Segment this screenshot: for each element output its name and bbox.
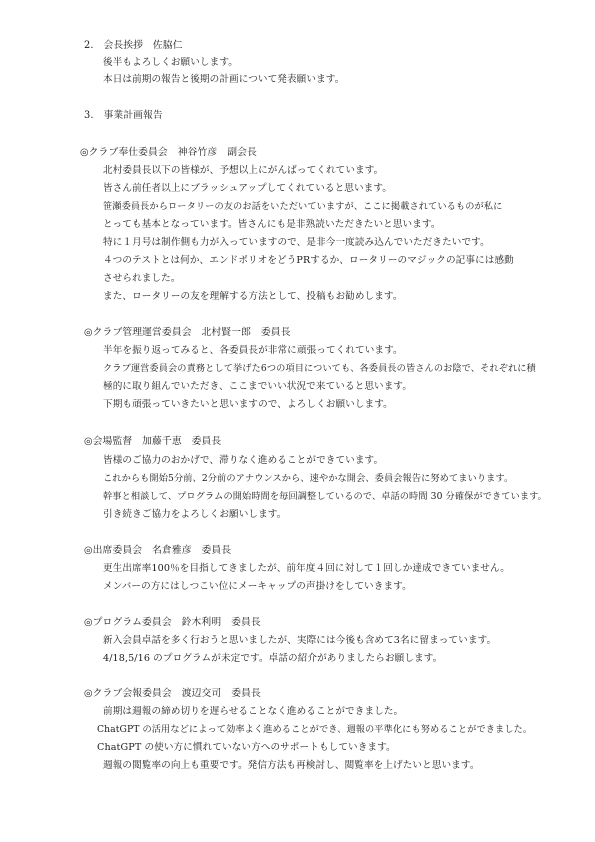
program-heading: ◎プログラム委員会 鈴木利明 委員長 (84, 617, 261, 628)
text-line: 後半もよろしくお願いします。 (103, 57, 238, 68)
text-line: 更生出席率100％を目指してきましたが、前年度４回に対して１回しか達成できていません。 (103, 563, 510, 574)
text-line: ChatGPT の活用などによって効率よく進めることができ、週報の平準化にも努めることができました。 (97, 724, 533, 735)
text-line: 前期は週報の締め切りを遅らせることなく進めることができました。 (103, 706, 404, 717)
text-line: 極的に取り組んでいただき、ここまでいい状況で来ていると思います。 (103, 381, 413, 392)
text-line: 下期も頑張っていきたいと思いますので、よろしくお願いします。 (103, 399, 393, 410)
text-line: 幹事と相談して、プログラムの開始時間を毎回調整しているので、卓話の時間 30 分確保ができています。 (103, 491, 547, 502)
text-line: 笹瀬委員長からロータリーの友のお話をいただいていますが、ここに掲載されているものが私に (103, 201, 503, 212)
club-service-heading: ◎クラブ奉仕委員会 神谷竹彦 副会長 (80, 147, 257, 158)
attendance-heading: ◎出席委員会 名倉雅彦 委員長 (84, 545, 232, 556)
text-line: ４つのテストとは何か、エンドポリオをどうPRするか、ロータリーのマジックの記事には感動 (103, 255, 514, 266)
text-line: とっても基本となっています。皆さんにも是非熟読いただきたいと思います。 (103, 219, 441, 230)
text-line: クラブ運営委員会の責務として挙げた6つの項目についても、各委員長の皆さんのお陰で、それぞれに積 (103, 363, 536, 374)
text-line: 北村委員長以下の皆様が、予想以上にがんばってくれています。 (103, 165, 384, 176)
text-line: 半年を振り返ってみると、各委員長が非常に頑張ってくれています。 (103, 345, 403, 356)
section-2-heading: 2. 会長挨拶 佐脇仁 (84, 40, 183, 51)
text-line: これからも開始5分前、2分前のアナウンスから、速やかな開会、委員会報告に努めてまいります。 (103, 473, 514, 484)
text-line: また、ロータリーの友を理解する方法として、投稿もお勧めします。 (103, 291, 403, 302)
text-line: メンバーの方にはしつこい位にメーキャップの声掛けをしていきます。 (103, 581, 412, 592)
text-line: 引き続きご協力をよろしくお願いします。 (103, 509, 287, 520)
text-line: ChatGPT の使い方に慣れていない方へのサポートもしていきます。 (97, 742, 396, 753)
text-line: 特に１月号は制作側も力が入っていますので、是非今一度読み込んでいただきたいです。 (103, 237, 490, 248)
text-line: 週報の閲覧率の向上も重要です。発信方法も再検討し、閲覧率を上げたいと思います。 (103, 760, 480, 771)
text-line: 皆様のご協力のおかげで、滞りなく進めることができています。 (103, 455, 384, 466)
text-line: 本日は前期の報告と後期の計画について発表願います。 (103, 74, 345, 85)
text-line: 皆さん前任者以上にブラッシュアップしてくれていると思います。 (103, 183, 392, 194)
text-line: 4/18,5/16 のプログラムが未定です。卓話の紹介がありましたらお願します。 (103, 653, 443, 664)
text-line: させられました。 (103, 273, 181, 284)
section-3-heading: 3. 事業計画報告 (84, 110, 163, 121)
venue-heading: ◎会場監督 加藤千恵 委員長 (84, 436, 222, 447)
club-admin-heading: ◎クラブ管理運営委員会 北村賢一郎 委員長 (84, 327, 291, 338)
text-line: 新入会員卓話を多く行おうと思いましたが、実際には今後も含めて3名に留まっています。 (103, 635, 497, 646)
bulletin-heading: ◎クラブ会報委員会 渡辺交司 委員長 (84, 688, 261, 699)
